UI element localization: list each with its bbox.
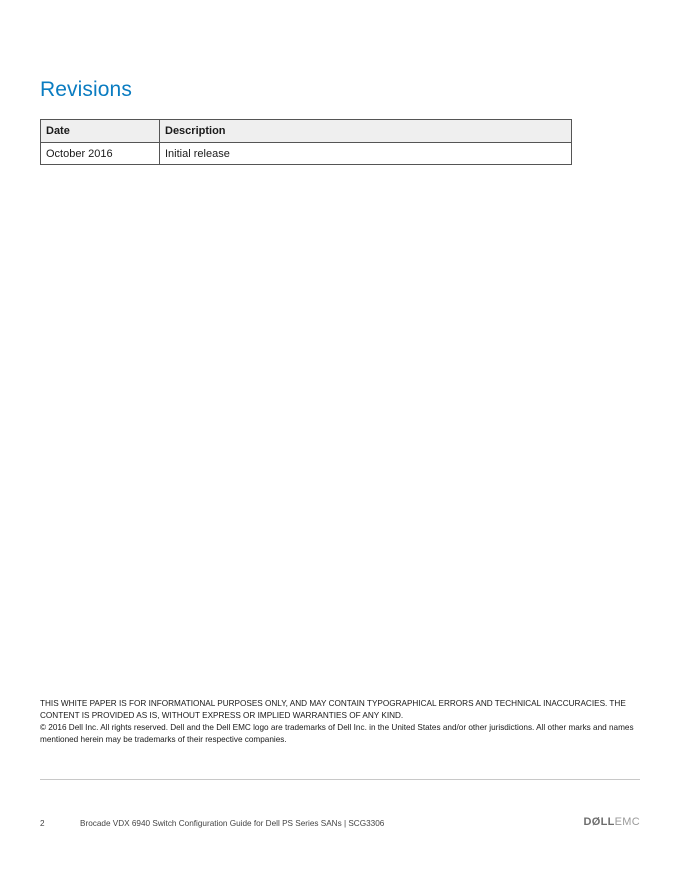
copyright-notice: © 2016 Dell Inc. All rights reserved. Dell and the Dell EMC logo are trademarks of Dell Inc. in the United States and/or other jurisdictions. All other marks and names mentioned herein may be trademarks of their respective companies. — [40, 723, 634, 744]
page-title: Revisions — [40, 78, 132, 101]
page-footer — [40, 816, 640, 831]
dell-emc-logo — [584, 816, 641, 828]
disclaimer-notice: THIS WHITE PAPER IS FOR INFORMATIONAL PURPOSES ONLY, AND MAY CONTAIN TYPOGRAPHICAL ERRORS AND TECHNICAL INACCURACIES. THE CONTENT IS PROVIDED AS IS, WITHOUT EXPRESS OR IMPLIED WARRANTIES OF ANY KIND. — [40, 699, 626, 720]
logo-wordmark-dell: DØLL — [583, 816, 615, 828]
legal-disclaimer — [40, 698, 645, 746]
column-header-description: Description — [160, 120, 572, 143]
page-number: 2 — [40, 819, 45, 828]
document-title: Brocade VDX 6940 Switch Configuration Guide for Dell PS Series SANs | SCG3306 — [80, 819, 385, 828]
logo-wordmark-emc: EMC — [614, 816, 640, 828]
cell-date: October 2016 — [41, 143, 160, 165]
cell-description: Initial release — [160, 143, 572, 165]
column-header-date: Date — [41, 120, 160, 143]
table-header-row — [41, 120, 572, 143]
footer-divider — [40, 779, 640, 780]
revisions-table — [40, 119, 572, 165]
table-row — [41, 143, 572, 165]
